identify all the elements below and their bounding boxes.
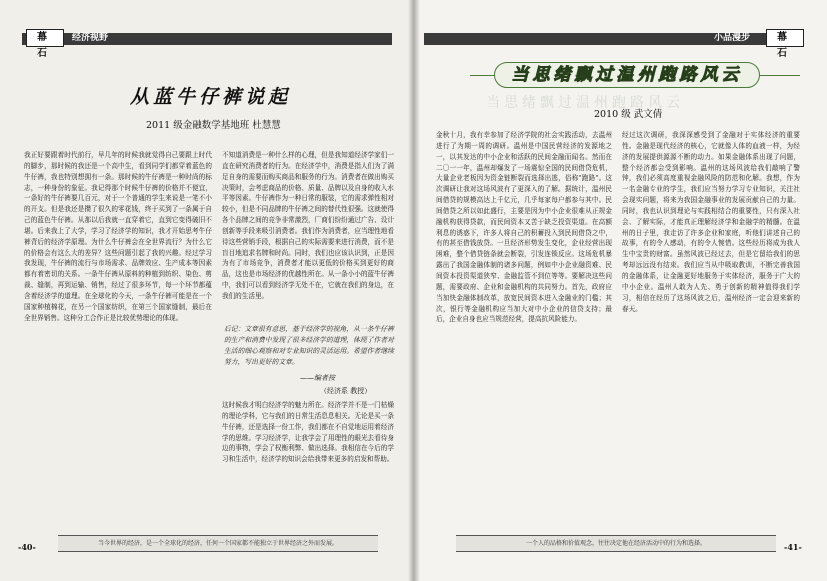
page-number: -40- bbox=[18, 542, 36, 552]
footer-quote: 当今世界的经济，是一个全球化的经济，任何一个国家都不能独立于世界经济之外而发展。 bbox=[58, 535, 378, 552]
article-title: 从蓝牛仔裤说起 bbox=[130, 86, 292, 108]
page-number: -41- bbox=[784, 542, 802, 552]
article-byline: 2011 级金融数学基地班 杜慧慧 bbox=[146, 120, 281, 131]
editor-note: 后记：文章很有意思，基于经济学的视角，从一条牛仔裤的生产和消费中发现了很多经济学的道理，体现了作者对生活的细心观察和对专业知识的灵活运用。希望作者继续努力，写出更好的文章。 bbox=[224, 325, 394, 366]
article-column-2: 经过这次调研，我深深感受到了金融对于实体经济的重要性。金融是现代经济的核心，它就像人体的血液一样，为经济的发展提供源源不断的动力。如果金融体系出现了问题，整个经济都会受到影响。温州的这场风波给我们敲响了警钟，我们必须高度重视金融风险的防范和化解。我想，作为一名金融专业的学生，我们应当努力学习专业知识，关注社会现实问题，将来为我国金融事业的发展贡献自己的力量。同时，我也认识到理论与实践相结合的重要性，只有深入社会、了解实际，才能真正理解经济学和金融学的精髓。在温州的日子里，我走访了许多企业和家庭，听他们讲述自己的故事，有的令人感动，有的令人惋惜。这些经历将成为我人生中宝贵的财富。虽然风波已经过去，但是它留给我们的思考却远远没有结束。我们应当从中吸取教训，不断完善我国的金融体系，让金融更好地服务于实体经济，服务于广大的中小企业。温州人敢为人先、勇于创新的精神值得我们学习，相信在经历了这场风波之后，温州经济一定会迎来新的春天。 bbox=[622, 131, 800, 313]
footer-quote: 一个人的品格和价值观念，往往决定他在经济活动中的行为和选择。 bbox=[456, 535, 776, 552]
article-column-1: 金秋十月，我有幸参加了经济学院的社会实践活动，去温州进行了为期一周的调研。温州是中国民营经济的发源地之一，以其发达的中小企业和活跃的民间金融而闻名。然而在二〇一一年，温州却爆发了一场震惊全国的民间借贷危机，大量企业老板因为资金链断裂而选择出逃，俗称"跑路"。这次调研让我对这场风波有了更深入的了解。据统计，温州民间借贷的规模高达上千亿元，几乎每家每户都参与其中。民间借贷之所以如此盛行，主要是因为中小企业很难从正规金融机构获得贷款，而民间资本又苦于缺乏投资渠道。在高额利息的诱惑下，许多人将自己的积蓄投入到民间借贷之中，有的甚至借钱放贷。一旦经济形势发生变化，企业经营出现困难，整个借贷链条就会断裂，引发连锁反应。这场危机暴露出了我国金融体制的诸多问题，例如中小企业融资难、民间资本投资渠道狭窄、金融监管不到位等等。要解决这些问题，需要政府、企业和金融机构的共同努力。首先，政府应当加快金融体制改革，放宽民间资本进入金融业的门槛；其次，银行等金融机构应当加大对中小企业的信贷支持；最后，企业自身也应当规范经营，提高抗风险能力。 bbox=[436, 131, 612, 324]
banner-rule-right bbox=[760, 75, 800, 76]
article-column-2: 不知道消费是一种什么样的心理，但是我知道经济学家们一直在研究消费者的行为。在经济学中，消费是指人们为了满足自身的需要而购买商品和服务的行为。消费者在做出购买决策时，会考虑商品的价格、质量、品牌以及自身的收入水平等因素。牛仔裤作为一种日常的服装，它的需求弹性相对较小，但是不同品牌的牛仔裤之间的替代性很强。这就使得各个品牌之间的竞争非常激烈，厂商们纷纷通过广告、设计创新等手段来吸引消费者。我们作为消费者，应当理性地看待这些营销手段，根据自己的实际需要来进行消费，而不是盲目地追求名牌和时尚。同时，我们也应该认识到，正是因为有了市场竞争，消费者才能以更低的价格买到更好的商品，这也是市场经济的优越性所在。从一条小小的蓝牛仔裤中，我们可以看到经济学无处不在，它就在我们的身边，在我们的生活里。 bbox=[222, 151, 394, 300]
header-section-label: 经济视野 bbox=[72, 33, 109, 43]
header-section-label: 小品漫步 bbox=[714, 33, 751, 43]
article-column-1: 我正好要跟着时代前行，早几年的时候我就觉得自己要跟上时代的脚步，那时候的我还是一个高中生，看到同学们都穿着蓝色的牛仔裤，我也特别想拥有一条。那时候的牛仔裤是一种时尚的标志，一种身份的象征。我记得那个时候牛仔裤的价格并不便宜，一条好的牛仔裤要几百元，对于一个普通的学生来说是一笔不小的开支。但是我还是攒了很久的零花钱，终于买到了一条属于自己的蓝色牛仔裤。从那以后我就一直穿着它，直到它变得破旧不堪。后来我上了大学，学习了经济学的知识，我才开始思考牛仔裤背后的经济学原理。为什么牛仔裤会在全世界流行？为什么它的价格会有这么大的差异？这些问题引起了我的兴趣。经过学习我发现，牛仔裤的流行与市场需求、品牌效应、生产成本等因素都有着密切的关系。一条牛仔裤从原料的种植到纺织、染色、剪裁、缝制，再到运输、销售，经过了很多环节，每一个环节都蕴含着经济学的道理。在全球化的今天，一条牛仔裤可能是在一个国家种植棉花，在另一个国家纺织，在第三个国家缝制，最后在全世界销售。这种分工合作正是比较优势理论的体现。 bbox=[24, 151, 212, 322]
header-column-box: 幕 石 bbox=[766, 29, 804, 47]
book-gutter bbox=[408, 0, 420, 581]
title-banner bbox=[494, 62, 760, 88]
editor-note-signature: ——编者按 bbox=[300, 374, 335, 382]
header-column-box: 幕 石 bbox=[26, 29, 64, 47]
article-column-3: 这时候我才明白经济学的魅力所在。经济学并不是一门枯燥的理论学科，它与我们的日常生活息息相关。无论是买一条牛仔裤，还是选择一份工作，我们都在不自觉地运用着经济学的思维。学习经济学，让我学会了用理性的眼光去看待身边的事物，学会了权衡利弊、做出选择。我相信在今后的学习和生活中，经济学的知识会给我带来更多的启发和帮助。 bbox=[222, 401, 394, 464]
article-byline: 2010 级 武文倩 bbox=[594, 109, 663, 120]
banner-rule-left bbox=[470, 75, 494, 76]
article-title: 当思绪飘过温州跑路风云 bbox=[511, 65, 743, 85]
title-reflection: 当思绪飘过温州跑路风云 bbox=[486, 95, 684, 111]
editor-note-source: （经济系 教授） bbox=[320, 387, 372, 395]
